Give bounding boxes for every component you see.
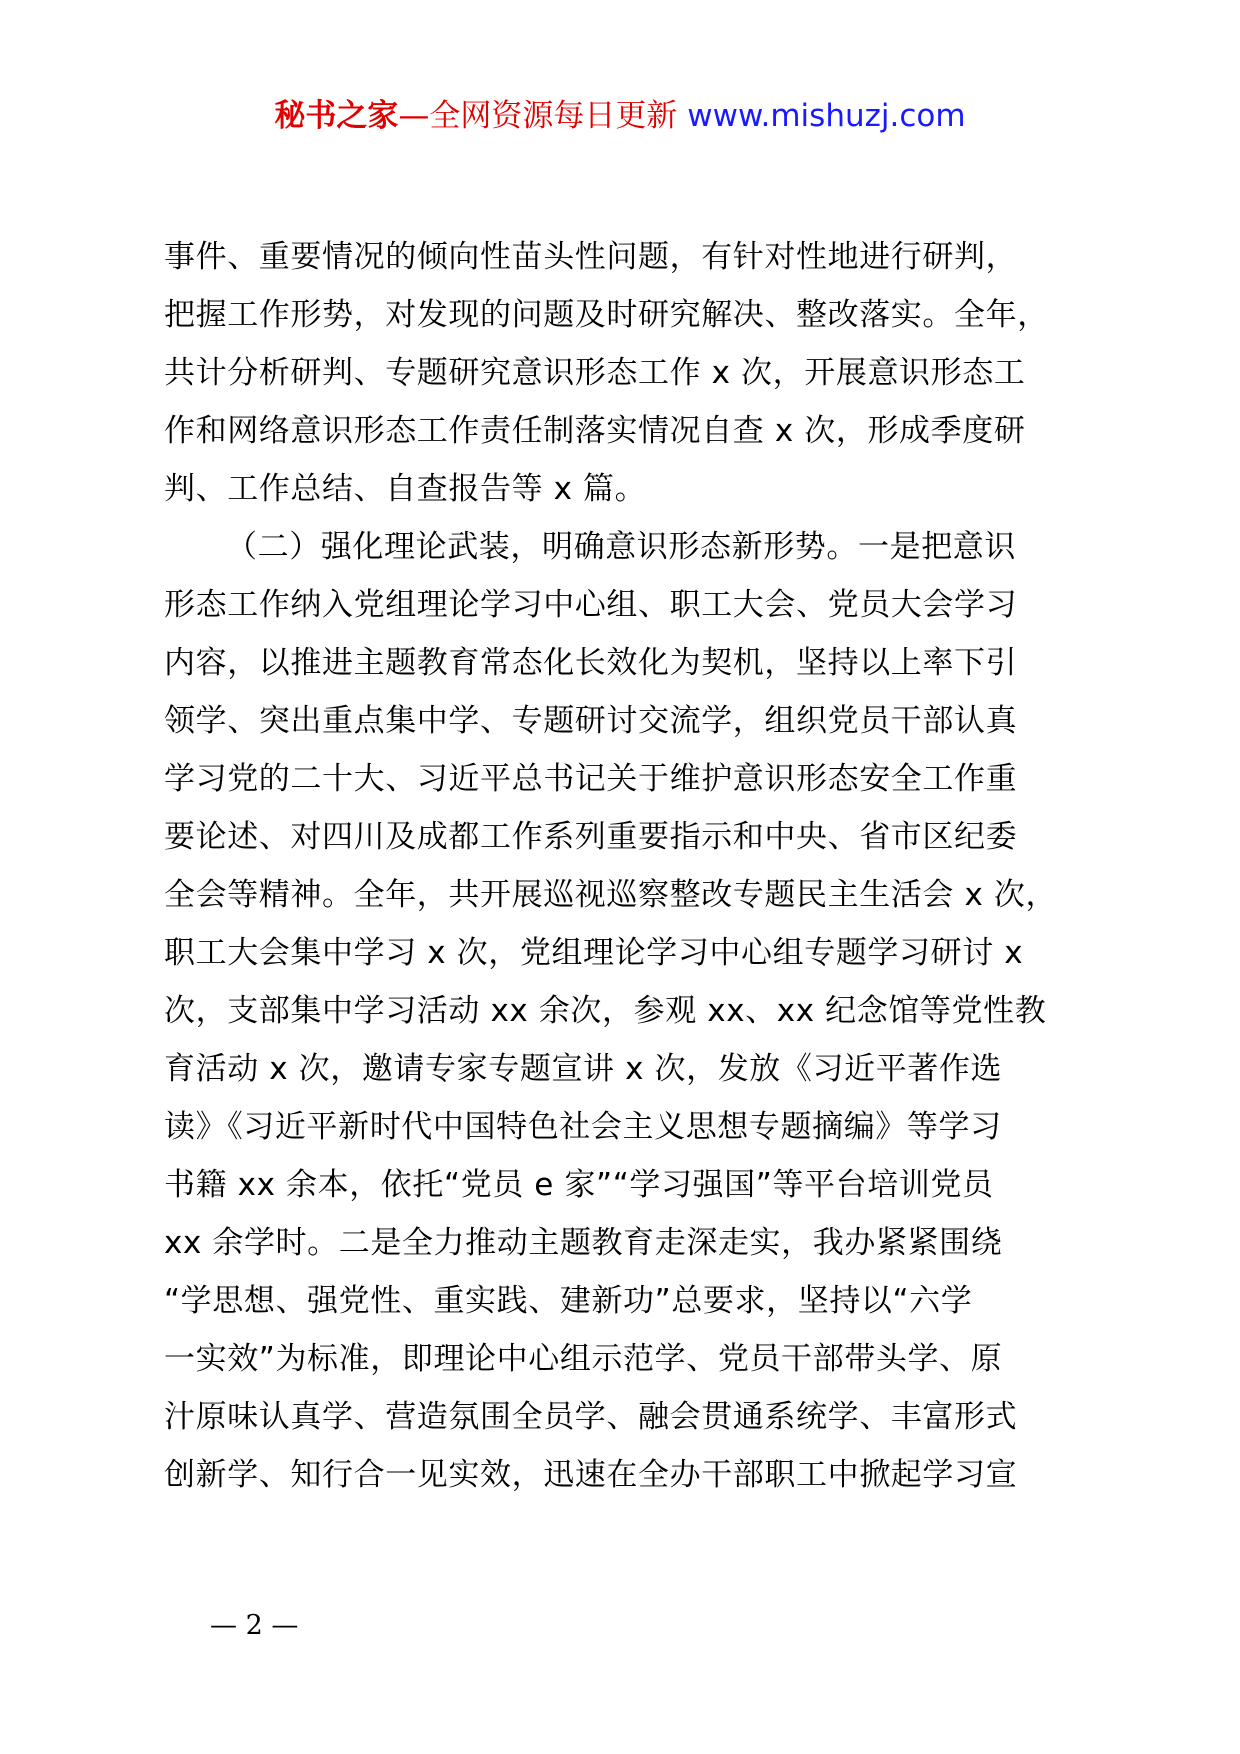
body-line: 育活动 x 次，邀请专家专题宣讲 x 次，发放《习近平著作选 — [164, 1051, 1003, 1087]
body-line: 创新学、知行合一见实效，迅速在全办干部职工中掀起学习宣 — [164, 1457, 1018, 1493]
body-line: 一实效”为标准，即理论中心组示范学、党员干部带头学、原 — [164, 1341, 1003, 1377]
body-line: 书籍 xx 余本，依托“党员 e 家”“学习强国”等平台培训党员 — [164, 1167, 994, 1203]
body-line: 次，支部集中学习活动 xx 余次，参观 xx、xx 纪念馆等党性教 — [164, 993, 1047, 1029]
section-heading-line: （二）强化理论武装，明确意识形态新形势。一是把意识 — [226, 529, 1016, 565]
page-header — [0, 96, 1240, 136]
page-number: — 2 — — [210, 1610, 299, 1641]
body-line: 共计分析研判、专题研究意识形态工作 x 次，开展意识形态工 — [164, 355, 1026, 391]
body-line: 学习党的二十大、习近平总书记关于维护意识形态安全工作重 — [164, 761, 1018, 797]
body-line: 把握工作形势，对发现的问题及时研究解决、整改落实。全年， — [164, 297, 1049, 333]
body-line: 作和网络意识形态工作责任制落实情况自查 x 次，形成季度研 — [164, 413, 1026, 449]
body-line: 领学、突出重点集中学、专题研讨交流学，组织党员干部认真 — [164, 703, 1018, 739]
brand-name: 秘书之家 — [274, 98, 399, 134]
document-body — [164, 228, 1124, 1504]
header-tagline: —全网资源每日更新 — [398, 98, 678, 134]
website-link[interactable]: www.mishuzj.com — [687, 98, 966, 134]
body-line: 事件、重要情况的倾向性苗头性问题，有针对性地进行研判， — [164, 239, 1018, 275]
body-line: 判、工作总结、自查报告等 x 篇。 — [164, 471, 647, 507]
body-line: 内容，以推进主题教育常态化长效化为契机，坚持以上率下引 — [164, 645, 1018, 681]
body-line: 汁原味认真学、营造氛围全员学、融会贯通系统学、丰富形式 — [164, 1399, 1018, 1435]
body-line: 形态工作纳入党组理论学习中心组、职工大会、党员大会学习 — [164, 587, 1018, 623]
body-line: 全会等精神。全年，共开展巡视巡察整改专题民主生活会 x 次， — [164, 877, 1058, 913]
body-line: “学思想、强党性、重实践、建新功”总要求，坚持以“六学 — [164, 1283, 973, 1319]
body-line: 职工大会集中学习 x 次，党组理论学习中心组专题学习研讨 x — [164, 935, 1024, 971]
body-line: xx 余学时。二是全力推动主题教育走深走实，我办紧紧围绕 — [164, 1225, 1003, 1261]
body-line: 要论述、对四川及成都工作系列重要指示和中央、省市区纪委 — [164, 819, 1018, 855]
body-line: 读》《习近平新时代中国特色社会主义思想专题摘编》等学习 — [164, 1109, 1002, 1145]
